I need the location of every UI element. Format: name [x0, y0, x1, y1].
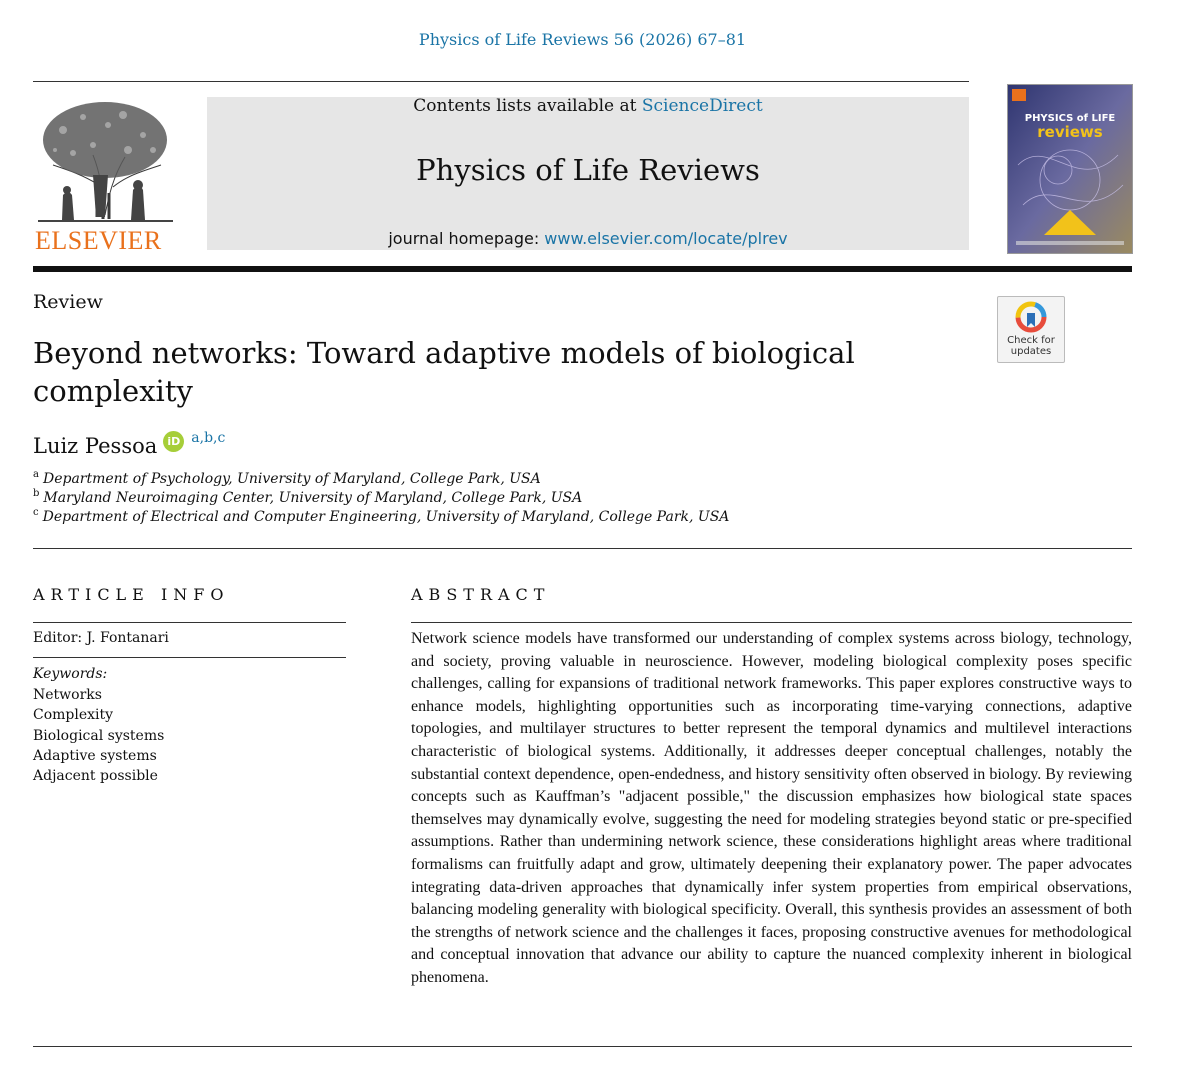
- affiliation-mark: a: [33, 469, 39, 480]
- orcid-icon[interactable]: iD: [163, 431, 184, 452]
- elsevier-wordmark: ELSEVIER: [35, 226, 162, 255]
- affiliation-text: Maryland Neuroimaging Center, University of Maryland, College Park, USA: [43, 490, 583, 506]
- affiliation-text: Department of Electrical and Computer Engineering, University of Maryland, College Park, USA: [42, 509, 730, 525]
- journal-reference-link[interactable]: Physics of Life Reviews 56 (2026) 67–81: [418, 30, 747, 49]
- cover-artwork: [1008, 85, 1132, 253]
- keywords-label: Keywords:: [33, 666, 108, 682]
- cover-title-line1: PHYSICS of LIFE: [1024, 113, 1116, 124]
- keyword-item: Complexity: [33, 707, 114, 724]
- check-updates-icon: [998, 297, 1064, 335]
- keyword-list: [33, 685, 164, 786]
- keyword-item: Adaptive systems: [33, 747, 157, 764]
- contents-prefix: Contents lists available at: [413, 96, 642, 116]
- sciencedirect-link[interactable]: ScienceDirect: [641, 96, 763, 116]
- article-info-divider-2: [33, 657, 346, 658]
- affiliation-a: [33, 471, 541, 487]
- check-updates-label: Check for updates: [1007, 335, 1055, 357]
- top-divider: [33, 81, 969, 82]
- homepage-prefix: journal homepage:: [388, 229, 545, 248]
- abstract-text: Network science models have transformed our understanding of complex systems across biology, technology, and society, proving valuable in neuroscience. However, modeling biological complexity poses specific challenges, calling for expansions of traditional network frameworks. This paper explores constructive ways to enhance models, highlighting opportunities such as incorporating time-varying connections, adaptive topologies, and multilayer structures to better represent the temporal dynamics and multilevel interactions characteristic of biological systems. Additionally, it addresses deeper conceptual challenges, notably the substantial context dependence, open-endedness, and history sensitivity often observed in biology. By reviewing concepts such as Kauffman’s "adjacent possible," the discussion emphasizes how biological state spaces themselves may dynamically evolve, suggesting the need for modeling strategies beyond static or pre-specified assumptions. Rather than undermining network science, these considerations highlight areas where traditional formalisms can fruitfully adapt and grow, ultimately deepening their explanatory power. The paper advocates integrating data-driven approaches that dynamically infer system properties from empirical observations, balancing modeling generality with biological specificity. Overall, this synthesis provides an assessment of both the strengths of network science and the challenges it faces, proposing constructive avenues for methodological and conceptual innovation that advance our ability to capture the nuanced complexity inherent in biological phenomena.: [411, 630, 1132, 986]
- affiliation-c: [33, 509, 729, 525]
- contents-line: [207, 96, 969, 116]
- check-for-updates-button[interactable]: [997, 296, 1065, 363]
- affiliation-mark: c: [33, 507, 39, 518]
- bottom-divider: [33, 1046, 1132, 1047]
- journal-name: Physics of Life Reviews: [416, 153, 760, 187]
- article-info-heading: ARTICLE INFO: [33, 585, 230, 604]
- journal-homepage-link[interactable]: www.elsevier.com/locate/plrev: [544, 229, 788, 248]
- keyword-item: Biological systems: [33, 727, 165, 744]
- elsevier-mini-icon: [1012, 89, 1026, 101]
- author-affiliation-marks[interactable]: a,b,c: [191, 430, 226, 446]
- keyword-item: Networks: [33, 687, 102, 703]
- section-divider: [33, 548, 1132, 549]
- article-title: Beyond networks: Toward adaptive models of biological complexity: [33, 336, 855, 408]
- journal-cover-image[interactable]: [1008, 85, 1132, 253]
- abstract-heading: ABSTRACT: [411, 585, 551, 604]
- header-thick-divider: [33, 266, 1132, 272]
- abstract-divider: [411, 622, 1132, 623]
- keyword-item: Adjacent possible: [33, 768, 158, 785]
- affiliation-b: [33, 490, 582, 506]
- editor-line: Editor: J. Fontanari: [33, 630, 169, 646]
- author-line: [33, 430, 226, 458]
- author-name[interactable]: Luiz Pessoa: [33, 434, 158, 458]
- cover-title-line2: reviews: [1037, 123, 1103, 141]
- affiliation-mark: b: [33, 488, 40, 499]
- affiliation-text: Department of Psychology, University of Maryland, College Park, USA: [42, 471, 541, 487]
- journal-homepage-line: [207, 229, 969, 248]
- article-info-divider: [33, 622, 346, 623]
- article-type: Review: [33, 291, 103, 313]
